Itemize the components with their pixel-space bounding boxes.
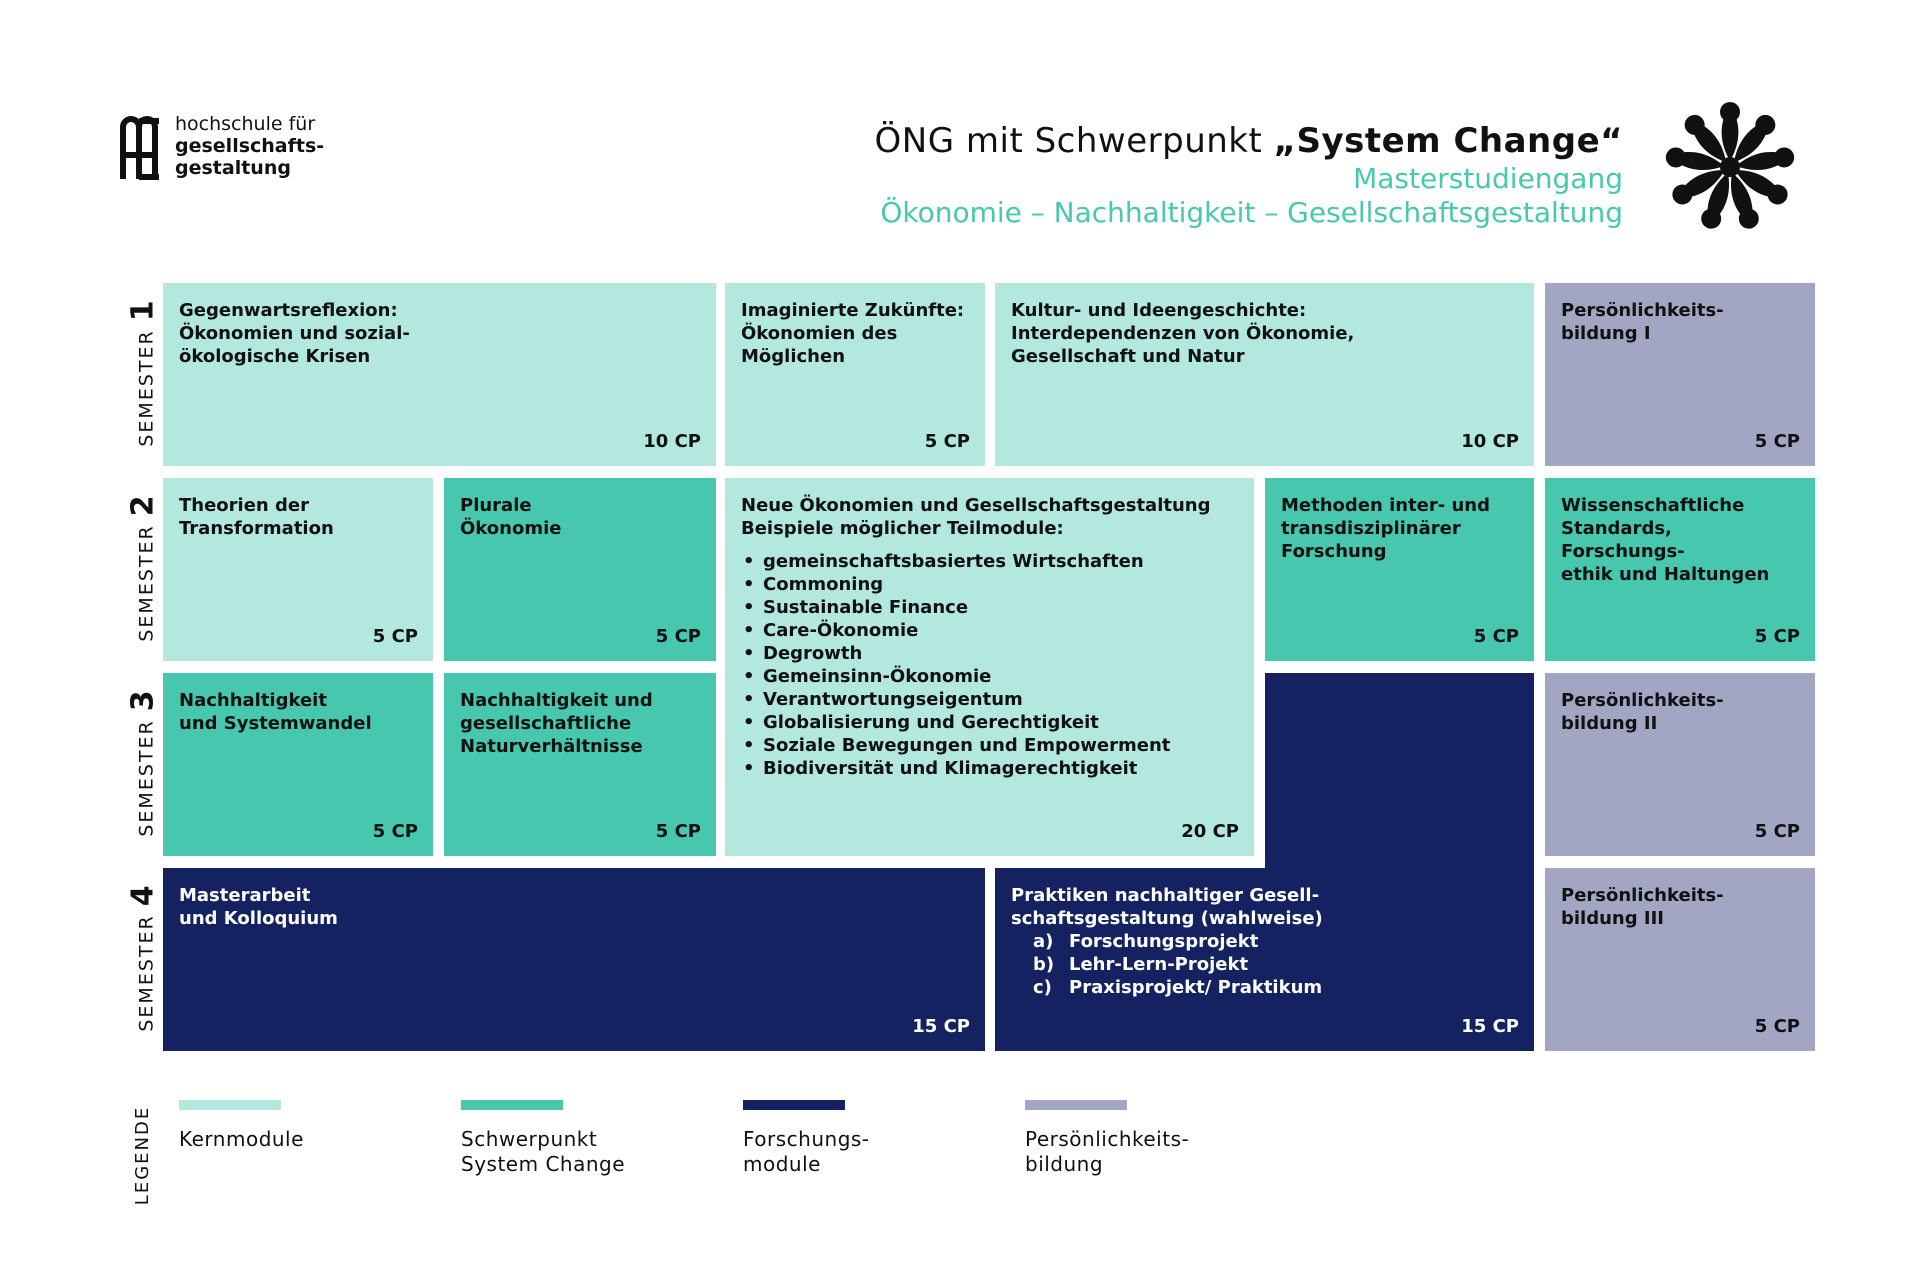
list-item: • Care-Ökonomie bbox=[741, 619, 1238, 642]
credit-points: 5 CP bbox=[1754, 821, 1800, 842]
credit-points: 5 CP bbox=[1754, 431, 1800, 452]
module-persoenlichkeitsbildung-2 bbox=[1545, 673, 1815, 856]
list-item: • Soziale Bewegungen und Empowerment bbox=[741, 734, 1238, 757]
module-methoden-forschung bbox=[1265, 478, 1534, 661]
semester-1-text: SEMESTER bbox=[135, 321, 158, 447]
option-text: Lehr-Lern-Projekt bbox=[1069, 954, 1249, 975]
module-theorien-transformation bbox=[163, 478, 433, 661]
credit-points: 5 CP bbox=[655, 821, 701, 842]
credit-points: 5 CP bbox=[1754, 626, 1800, 647]
list-item: • Verantwortungseigentum bbox=[741, 688, 1238, 711]
module-gegenwartsreflexion bbox=[163, 283, 716, 466]
list-item: • Sustainable Finance bbox=[741, 596, 1238, 619]
module-neue-oekonomien bbox=[725, 478, 1254, 856]
legend-title: LEGENDE bbox=[132, 1105, 154, 1205]
semester-4-label bbox=[125, 835, 161, 1032]
semester-2-number: 2 bbox=[125, 493, 161, 517]
list-item bbox=[1011, 953, 1518, 976]
legend-forschung bbox=[743, 1100, 983, 1177]
semester-1-number: 1 bbox=[125, 298, 161, 322]
legend-kernmodule bbox=[179, 1100, 419, 1152]
module-wissenschaftliche-standards bbox=[1545, 478, 1815, 661]
credit-points: 5 CP bbox=[1473, 626, 1519, 647]
module-title: Methoden inter- und transdisziplinärer Forschung bbox=[1281, 495, 1491, 562]
module-persoenlichkeitsbildung-3 bbox=[1545, 868, 1815, 1051]
option-text: Praxisprojekt/ Praktikum bbox=[1069, 977, 1323, 998]
page-header bbox=[875, 120, 1623, 230]
list-item: • gemeinschaftsbasiertes Wirtschaften bbox=[741, 550, 1238, 573]
module-title: Nachhaltigkeit und gesellschaftliche Naturverhältnisse bbox=[460, 690, 653, 757]
legend-text: Schwerpunkt System Change bbox=[461, 1127, 626, 1176]
credit-points: 5 CP bbox=[924, 431, 970, 452]
logo-line-1: hochschule für bbox=[175, 113, 316, 135]
module-title: Persönlichkeits- bildung II bbox=[1561, 690, 1724, 734]
module-nachhaltigkeit-systemwandel bbox=[163, 673, 433, 856]
option-letter: c) bbox=[1033, 977, 1052, 998]
list-item: • Gemeinsinn-Ökonomie bbox=[741, 665, 1238, 688]
list-item bbox=[1011, 930, 1518, 953]
title-emphasis: „System Change“ bbox=[1273, 121, 1623, 161]
submodule-list bbox=[741, 550, 1238, 780]
subtitle-fields: Ökonomie – Nachhaltigkeit – Gesellschaftsgestaltung bbox=[880, 196, 1623, 229]
option-text: Forschungsprojekt bbox=[1069, 931, 1259, 952]
option-letter: b) bbox=[1033, 954, 1055, 975]
semester-4-number: 4 bbox=[125, 883, 161, 907]
module-title: Theorien der Transformation bbox=[179, 495, 334, 539]
legend-text: Persönlichkeits- bildung bbox=[1025, 1127, 1190, 1176]
module-kultur-ideengeschichte bbox=[995, 283, 1534, 466]
module-title: Imaginierte Zukünfte: Ökonomien des Möglichen bbox=[741, 300, 965, 367]
hfgg-logo-icon bbox=[119, 115, 161, 183]
module-plurale-oekonomie bbox=[444, 478, 716, 661]
semester-1-label bbox=[125, 250, 161, 447]
legend-persoenlichkeit bbox=[1025, 1100, 1265, 1177]
credit-points: 10 CP bbox=[643, 431, 701, 452]
credit-points: 5 CP bbox=[372, 821, 418, 842]
option-list bbox=[1011, 930, 1518, 999]
credit-points: 5 CP bbox=[1754, 1016, 1800, 1037]
module-title: Wissenschaftliche Standards, Forschungs- ethik und Haltungen bbox=[1561, 495, 1770, 585]
module-title: Nachhaltigkeit und Systemwandel bbox=[179, 690, 372, 734]
legend-swatch bbox=[743, 1100, 845, 1110]
semester-3-number: 3 bbox=[125, 688, 161, 712]
list-item: • Degrowth bbox=[741, 642, 1238, 665]
credit-points: 15 CP bbox=[912, 1016, 970, 1037]
module-persoenlichkeitsbildung-1 bbox=[1545, 283, 1815, 466]
forschung-block-extension bbox=[1265, 673, 1534, 868]
title-prefix: ÖNG mit Schwerpunkt bbox=[874, 121, 1274, 161]
module-nachhaltigkeit-naturverhaeltnisse bbox=[444, 673, 716, 856]
legend-text: Kernmodule bbox=[179, 1127, 304, 1151]
credit-points: 5 CP bbox=[655, 626, 701, 647]
list-item: • Biodiversität und Klimagerechtigkeit bbox=[741, 757, 1238, 780]
list-item: • Globalisierung und Gerechtigkeit bbox=[741, 711, 1238, 734]
flower-emblem-icon bbox=[1660, 92, 1800, 242]
credit-points: 10 CP bbox=[1461, 431, 1519, 452]
module-title: Persönlichkeits- bildung I bbox=[1561, 300, 1724, 344]
legend-text: Forschungs- module bbox=[743, 1127, 870, 1176]
module-title: Gegenwartsreflexion: Ökonomien und sozial- ökologische Krisen bbox=[179, 300, 410, 367]
module-title: Masterarbeit und Kolloquium bbox=[179, 885, 338, 929]
legend-label bbox=[128, 1100, 158, 1210]
logo-line-3: gestaltung bbox=[175, 157, 291, 179]
subtitle-degree: Masterstudiengang bbox=[1353, 162, 1623, 195]
legend-swatch bbox=[179, 1100, 281, 1110]
module-imaginierte-zukuenfte bbox=[725, 283, 985, 466]
list-item: • Commoning bbox=[741, 573, 1238, 596]
module-title: Persönlichkeits- bildung III bbox=[1561, 885, 1724, 929]
credit-points: 20 CP bbox=[1181, 821, 1239, 842]
semester-3-text: SEMESTER bbox=[135, 711, 158, 837]
module-praktiken bbox=[995, 868, 1534, 1051]
logo-line-2: gesellschafts- bbox=[175, 135, 325, 157]
university-logo bbox=[119, 113, 359, 193]
module-title: Neue Ökonomien und Gesellschaftsgestaltung Beispiele möglicher Teilmodule: bbox=[741, 495, 1211, 539]
semester-4-text: SEMESTER bbox=[135, 906, 158, 1032]
semester-2-label bbox=[125, 445, 161, 642]
logo-wordmark bbox=[175, 113, 324, 179]
legend-schwerpunkt bbox=[461, 1100, 701, 1177]
legend-swatch bbox=[1025, 1100, 1127, 1110]
module-title: Kultur- und Ideengeschichte: Interdependenzen von Ökonomie, Gesellschaft und Natur bbox=[1011, 300, 1355, 367]
module-masterarbeit bbox=[163, 868, 985, 1051]
legend-swatch bbox=[461, 1100, 563, 1110]
page-title bbox=[875, 120, 1623, 162]
semester-2-text: SEMESTER bbox=[135, 516, 158, 642]
module-title: Plurale Ökonomie bbox=[460, 495, 562, 539]
credit-points: 5 CP bbox=[372, 626, 418, 647]
module-title: Praktiken nachhaltiger Gesell- schaftsgestaltung (wahlweise) bbox=[1011, 885, 1323, 929]
credit-points: 15 CP bbox=[1461, 1016, 1519, 1037]
option-letter: a) bbox=[1033, 931, 1054, 952]
semester-3-label bbox=[125, 640, 161, 837]
list-item bbox=[1011, 976, 1518, 999]
